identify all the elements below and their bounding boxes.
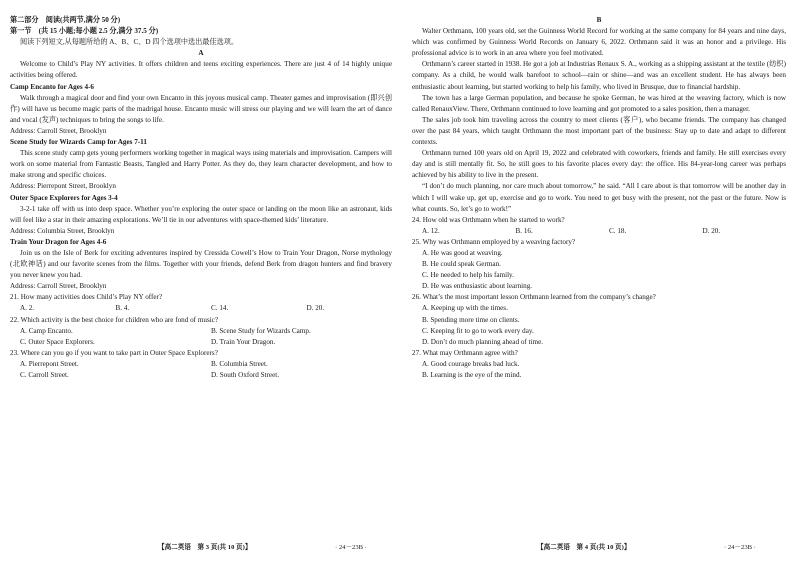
camp3-address: Address: Columbia Street, Brooklyn [10, 226, 115, 235]
section-heading: 第二部分 阅读(共两节,满分 50 分) [10, 16, 121, 24]
passage-b-para-1: Walter Orthmann, 100 years old, set the Guinness World Record for working at the same company for 84 years and nine days, which was confirmed by Guinness World Records on January 6, 2022. Orthmann said it was an honor and a privilege. His professional advice is to work in an area where you feel motivated. [412, 27, 786, 58]
question-21: 21. How many activities does Child’s Play NY offer? [10, 293, 163, 302]
q21-option-a[interactable]: A. 2. [20, 304, 35, 313]
passage-b-label: B [596, 16, 602, 24]
q23-option-a[interactable]: A. Pierrepont Street. [20, 359, 79, 368]
passage-b-para-5: Orthmann turned 100 years old on April 19, 2022 and celebrated with coworkers, friends and family. He still exercises every day and is still mentally fit. So, he still goes to his favorite places every day: the office. His 84-year-long career was perhaps achieved by his ability to live in the present. [412, 149, 786, 180]
camp2-body: This scene study camp gets young performers working together in magical ways using materials and improvisation. Campers will work on some material from Fantastic Beasts, Tangled and Harry Potter. As they do, they learn character development, and how to make strong and specific choices. [10, 149, 392, 180]
instruction: 阅读下列短文,从每题所给的 A、B、C、D 四个选项中选出最佳选项。 [20, 38, 238, 47]
passage-b-para-4: The sales job took him traveling across the country to meet clients (客户), who became friends. The company has changed over the past 84 years, which taught Orthmann the most important part of the business: Stay up to date and adapt to different contexts. [412, 115, 786, 147]
q23-option-b[interactable]: B. Columbia Street. [211, 359, 268, 368]
question-23: 23. Where can you go if you want to take part in Outer Space Explorers? [10, 348, 218, 357]
question-21-options [10, 303, 392, 314]
q22-option-a[interactable]: A. Camp Encanto. [20, 326, 73, 335]
question-23-options-row2 [10, 370, 392, 381]
footer-left-code: · 24－23B · [335, 544, 367, 551]
passage-b-para-2: Orthmann’s career started in 1938. He got a job at Industrias Renaux S. A., working as a shipping assistant at the textile (纺织) company. As a child, he would walk barefoot to school—rain or shine—and was an excellent student. He has always been enthusiastic about learning, but started working to help his family, who lived in Brusque, due to financial hardship. [412, 60, 786, 91]
camp3-title: Outer Space Explorers for Ages 3-4 [10, 193, 118, 202]
q26-option-d[interactable]: D. Don’t do much planning ahead of time. [422, 337, 544, 346]
passage-b-para-6: “I don’t do much planning, nor care much about tomorrow,” he said. “All I care about is that tomorrow will be another day in which I will wake up, get up, exercise and go to work. You need to get busy with the present, not the past or the future. Now is what counts. So, let’s go to work!” [412, 182, 786, 213]
q25-option-c[interactable]: C. He needed to help his family. [422, 271, 514, 280]
question-24-options [412, 226, 786, 237]
q25-option-d[interactable]: D. He was enthusiastic about learning. [422, 282, 533, 291]
q27-option-b[interactable]: B. Learning is the eye of the mind. [422, 371, 522, 379]
question-26: 26. What’s the most important lesson Orthmann learned from the company’s change? [412, 293, 656, 302]
q24-option-a[interactable]: A. 12. [422, 226, 440, 235]
subsection-heading: 第一节 (共 15 小题;每小题 2.5 分,满分 37.5 分) [10, 27, 159, 36]
footer-right-code: · 24－23B · [724, 544, 756, 551]
right-page [412, 15, 786, 381]
q25-option-b[interactable]: B. He could speak German. [422, 260, 501, 269]
q21-option-c[interactable]: C. 14. [211, 304, 229, 313]
camp4-address: Address: Carroll Street, Brooklyn [10, 282, 107, 291]
q24-option-c[interactable]: C. 18. [609, 226, 627, 235]
q22-option-c[interactable]: C. Outer Space Explorers. [20, 337, 95, 346]
left-page [10, 15, 392, 381]
q23-option-d[interactable]: D. South Oxford Street. [211, 371, 280, 379]
camp1-body: Walk through a magical door and find your own Encanto in this joyous musical camp. Theater games and improvisation (即兴创作) will have us become magic parts of the madrigal house. Encanto music will stress our playing and we will learn the art of dance and vocal (发声) techniques to bring the songs to life. [10, 93, 392, 124]
question-24: 24. How old was Orthmann when he started to work? [412, 215, 565, 224]
camp4-title: Train Your Dragon for Ages 4-6 [10, 237, 107, 246]
q26-option-b[interactable]: B. Spending more time on clients. [422, 315, 520, 324]
camp2-address: Address: Pierrepont Street, Brooklyn [10, 182, 116, 191]
question-22: 22. Which activity is the best choice for children who are fond of music? [10, 315, 219, 324]
camp1-title: Camp Encanto for Ages 4-6 [10, 82, 94, 91]
question-25: 25. Why was Orthmann employed by a weaving factory? [412, 237, 576, 246]
footer-right-page-number: 【高二英语 第 4 页(共 10 页)】 [537, 544, 631, 551]
q21-option-d[interactable]: D. 20. [306, 304, 325, 313]
q21-option-b[interactable]: B. 4. [115, 304, 130, 313]
q26-option-a[interactable]: A. Keeping up with the times. [422, 304, 508, 313]
camp2-title: Scene Study for Wizards Camp for Ages 7-11 [10, 138, 147, 147]
q25-option-a[interactable]: A. He was good at weaving. [422, 248, 503, 257]
passage-a-intro: Welcome to Child’s Play NY activities. It offers children and teens exciting experiences. There are just 4 of 14 highly unique activities being offered. [10, 60, 392, 80]
q23-option-c[interactable]: C. Carroll Street. [20, 371, 69, 379]
question-22-options-row2 [10, 337, 392, 348]
question-22-options-row1 [10, 326, 392, 337]
q22-option-d[interactable]: D. Train Your Dragon. [211, 337, 276, 346]
q22-option-b[interactable]: B. Scene Study for Wizards Camp. [211, 326, 311, 335]
q26-option-c[interactable]: C. Keeping fit to go to work every day. [422, 326, 534, 335]
camp1-address: Address: Carroll Street, Brooklyn [10, 126, 107, 135]
camp3-body: 3-2-1 take off with us into deep space. Whether you’re exploring the outer space or landing on the moon like an astronaut, kids will feel like a star in their amazing explorations. We’ll tie in our adventures with space-themed kids’ literature. [10, 204, 392, 224]
question-23-options-row1 [10, 359, 392, 370]
q24-option-d[interactable]: D. 20. [702, 226, 721, 235]
footer-left-page-number: 【高二英语 第 3 页(共 10 页)】 [158, 544, 252, 551]
q27-option-a[interactable]: A. Good courage breaks bad luck. [422, 359, 520, 368]
passage-b-para-3: The town has a large German population, and because he spoke German, he was hired at the weaving factory, which is now called RenauxView. There, Orthmann continued to love learning and got promoted to a sales position, then a manager. [412, 93, 786, 113]
camp4-body: Join us on the Isle of Berk for exciting adventures inspired by Cressida Cowell’s How to Train Your Dragon, Norse mythology (北欧神话) and our favorite scenes from the films. Together with your friends, defend Berk from dragon hunters and find bravery you never knew you had. [10, 248, 392, 280]
question-27: 27. What may Orthmann agree with? [412, 348, 518, 357]
passage-a-label: A [198, 49, 204, 58]
q24-option-b[interactable]: B. 16. [515, 226, 533, 235]
